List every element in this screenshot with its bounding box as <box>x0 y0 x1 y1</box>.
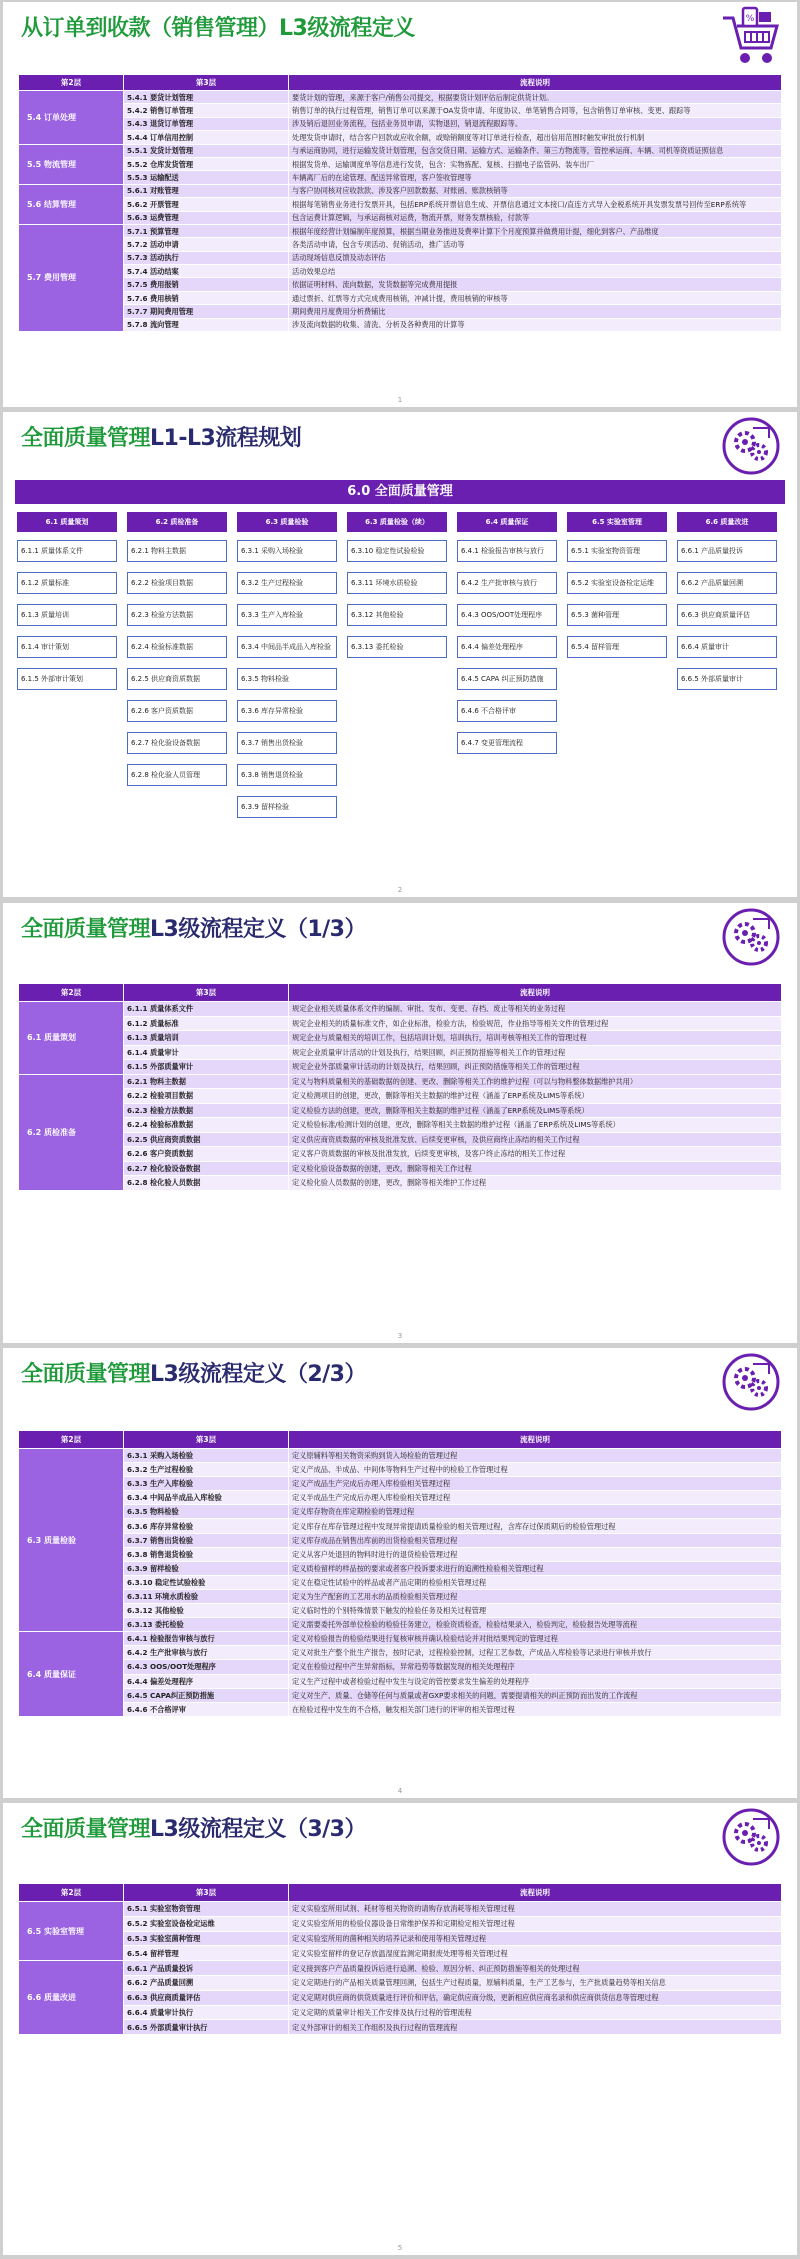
table-row <box>19 131 782 144</box>
header-l2: 第2层 <box>19 984 124 1002</box>
level3-cell: 5.7.1 预算管理 <box>124 224 289 237</box>
slide-title: 全面质量管理L3级流程定义（2/3） <box>21 1362 366 1387</box>
level3-cell: 6.4.2 生产批审核与放行 <box>124 1646 289 1660</box>
level3-box: 6.3.3 生产入库检验 <box>237 604 337 626</box>
description-cell: 根据每笔销售业务进行发票开具，包括ERP系统开票信息生成、开票信息通过文本接口/直连方式导入金税系统开具发票发票号回传至ERP系统等 <box>289 198 782 211</box>
description-cell: 定义原辅料等相关物资采购到货入场检验的管理过程 <box>289 1449 782 1463</box>
level3-cell: 5.6.1 对账管理 <box>124 184 289 197</box>
description-cell: 定义实验室所用试剂、耗材等相关物资的请购存放消耗等相关管理过程 <box>289 1902 782 1917</box>
level3-box: 6.1.3 质量培训 <box>17 604 117 626</box>
sales-cart-icon <box>719 6 783 68</box>
level3-box: 6.3.1 采购入场检验 <box>237 540 337 562</box>
description-cell: 定义检验方法的创建，更改，删除等相关主数据的维护过程（涵盖了ERP系统及LIMS等系统） <box>289 1103 782 1118</box>
header-l2: 第2层 <box>19 75 124 91</box>
level3-box: 6.6.3 供应商质量评估 <box>677 604 777 626</box>
description-cell: 定义生产过程中或者检验过程中发生与设定的管控要求发生偏差的处理程序 <box>289 1674 782 1688</box>
level3-box: 6.3.9 留样检验 <box>237 796 337 818</box>
level2-cell: 6.6 质量改进 <box>19 1961 124 2035</box>
table-row <box>19 1103 782 1118</box>
level3-box: 6.6.1 产品质量投诉 <box>677 540 777 562</box>
level3-cell: 6.5.2 实验室设备检定运维 <box>124 1916 289 1931</box>
level3-box: 6.3.12 其他检验 <box>347 604 447 626</box>
quality-gears-icon <box>719 907 783 969</box>
level3-cell: 6.4.1 检验报告审核与放行 <box>124 1632 289 1646</box>
process-table <box>18 74 782 332</box>
table-row <box>19 1477 782 1491</box>
slide-5 <box>3 1803 797 2255</box>
level3-box: 6.2.7 检化验设备数据 <box>127 732 227 754</box>
level3-box: 6.5.3 菌种管理 <box>567 604 667 626</box>
page-number: 5 <box>397 2244 403 2252</box>
description-cell: 根据发货单、运输调度单等信息进行发货，包含：实物拣配、复核、扫描电子监管码、装车出厂 <box>289 157 782 170</box>
description-cell: 定义客户资质数据的审核及批准发放，后续变更审核，及客户终止冻结的相关工作过程 <box>289 1147 782 1162</box>
level3-cell: 6.4.6 不合格评审 <box>124 1702 289 1716</box>
level3-box: 6.3.7 销售出货检验 <box>237 732 337 754</box>
description-cell: 定义与物料质量相关的基础数据的创建、更改、删除等相关工作的维护过程（可以与物料整体数据维护共用） <box>289 1074 782 1089</box>
level3-box: 6.1.2 质量标准 <box>17 572 117 594</box>
level2-header: 6.5 实验室管理 <box>567 512 667 532</box>
level3-cell: 6.3.1 采购入场检验 <box>124 1449 289 1463</box>
description-cell: 定义从客户处退回的物料时进行的退货检验管理过程 <box>289 1547 782 1561</box>
description-cell: 规定企业与质量相关的培训工作，包括培训计划，培训执行，培训考核等相关工作的管理过程 <box>289 1031 782 1046</box>
level2-column <box>17 512 117 700</box>
level2-column <box>347 512 447 668</box>
description-cell: 定义库存物资在库定期检验的管理过程 <box>289 1505 782 1519</box>
table-row <box>19 318 782 331</box>
table-row <box>19 1031 782 1046</box>
level3-cell: 6.5.3 实验室菌种管理 <box>124 1931 289 1946</box>
level2-cell: 5.7 费用管理 <box>19 224 124 331</box>
description-cell: 定义库存在库存管理过程中发现异常提请质量检验的相关管理过程，含库存过保质期后的检验管理过程 <box>289 1519 782 1533</box>
description-cell: 定义外部审计的相关工作组织及执行过程的管理流程 <box>289 2020 782 2035</box>
table-row <box>19 1074 782 1089</box>
quality-gears-icon <box>719 416 783 478</box>
description-cell: 定义实验室留样的登记存放温湿度监测定期报废处理等相关管理过程 <box>289 1946 782 1961</box>
table-row <box>19 1533 782 1547</box>
description-cell: 与客户协同核对应收款款、涉及客户回款数据、对账函、账款核销等 <box>289 184 782 197</box>
table-row <box>19 1902 782 1917</box>
description-cell: 期间费用月度费用分析费铺比 <box>289 305 782 318</box>
slide-2 <box>3 412 797 897</box>
level2-header: 6.1 质量策划 <box>17 512 117 532</box>
description-cell: 根据年度经营计划编制年度预算，根据当期业务推进及费率计算下个月度预算并做费用计提，细化到客户、产品维度 <box>289 224 782 237</box>
table-row <box>19 2020 782 2035</box>
quality-gears-icon <box>719 1352 783 1414</box>
process-table <box>18 983 782 1191</box>
level2-header: 6.6 质量改进 <box>677 512 777 532</box>
level2-column <box>457 512 557 764</box>
table-row <box>19 1589 782 1603</box>
level3-cell: 6.3.5 物料检验 <box>124 1505 289 1519</box>
description-cell: 定义在稳定性试验中的样品或者产品定期的检验相关管理过程 <box>289 1575 782 1589</box>
level3-cell: 6.2.8 检化验人员数据 <box>124 1176 289 1191</box>
description-cell: 包含运费计算逻辑，与承运商核对运费，物流开票，财务发票核验，付款等 <box>289 211 782 224</box>
table-row <box>19 2005 782 2020</box>
description-cell: 要货计划的管理，来源于客户/销售公司提交，根据要货计划评估后制定供货计划。 <box>289 91 782 104</box>
description-cell: 涉及销后退回业务流程，包括业务员申请，实物退回，销退流程跟踪等。 <box>289 117 782 130</box>
level3-box: 6.1.4 审计策划 <box>17 636 117 658</box>
header-desc: 流程说明 <box>289 1431 782 1449</box>
table-row <box>19 1975 782 1990</box>
level3-box: 6.4.7 变更管理流程 <box>457 732 557 754</box>
level3-cell: 6.1.3 质量培训 <box>124 1031 289 1046</box>
table-row <box>19 1660 782 1674</box>
description-cell: 涉及流向数据的收集、清洗、分析及各种费用的计算等 <box>289 318 782 331</box>
table-row <box>19 1045 782 1060</box>
header-desc: 流程说明 <box>289 1884 782 1902</box>
table-row <box>19 184 782 197</box>
level3-box: 6.2.5 供应商资质数据 <box>127 668 227 690</box>
level3-box: 6.4.2 生产批审核与放行 <box>457 572 557 594</box>
level3-box: 6.3.10 稳定性试验检验 <box>347 540 447 562</box>
level3-cell: 6.2.2 检验项目数据 <box>124 1089 289 1104</box>
level3-box: 6.3.6 库存异常检验 <box>237 700 337 722</box>
level3-cell: 6.6.5 外部质量审计执行 <box>124 2020 289 2035</box>
description-cell: 车辆离厂后的在途管理、配送异常管理，客户签收管理等 <box>289 171 782 184</box>
level3-cell: 5.7.4 活动结案 <box>124 265 289 278</box>
description-cell: 各类活动申请，包含专项活动、促销活动，推广活动等 <box>289 238 782 251</box>
level3-cell: 5.7.5 费用报销 <box>124 278 289 291</box>
table-row <box>19 1946 782 1961</box>
header-desc: 流程说明 <box>289 75 782 91</box>
table-row <box>19 171 782 184</box>
level3-cell: 5.6.3 运费管理 <box>124 211 289 224</box>
slide-4 <box>3 1348 797 1798</box>
description-cell: 定义半成品生产完成后办理入库检验相关管理过程 <box>289 1491 782 1505</box>
table-row <box>19 1702 782 1716</box>
description-cell: 规定企业质量审计活动的计划及执行，结果回顾，纠正预防措施等相关工作的管理过程 <box>289 1045 782 1060</box>
slide-title: 全面质量管理L3级流程定义（1/3） <box>21 917 366 942</box>
table-row <box>19 1161 782 1176</box>
level3-cell: 6.1.4 质量审计 <box>124 1045 289 1060</box>
table-row <box>19 291 782 304</box>
process-table <box>18 1883 782 2035</box>
level3-box: 6.3.5 物料检验 <box>237 668 337 690</box>
description-cell: 通过票折、红票等方式完成费用核销，冲减计提，费用核销的审核等 <box>289 291 782 304</box>
description-cell: 与承运商协同，进行运输发货计划管理，包含交货日期、运输方式、运输条件、第三方物流等，管控承运商、车辆、司机等资质证照信息 <box>289 144 782 157</box>
level3-cell: 6.3.2 生产过程检验 <box>124 1463 289 1477</box>
description-cell: 定义对检验报告的检验结果进行复核审核并确认检验结论并对批结果判定的管理过程 <box>289 1632 782 1646</box>
level3-box: 6.2.2 检验项目数据 <box>127 572 227 594</box>
level3-cell: 6.6.2 产品质量回溯 <box>124 1975 289 1990</box>
level3-box: 6.3.13 委托检验 <box>347 636 447 658</box>
description-cell: 规定企业相关质量体系文件的编制、审批、发布、变更、存档、废止等相关的业务过程 <box>289 1002 782 1017</box>
level3-cell: 6.3.6 库存异常检验 <box>124 1519 289 1533</box>
slide-title: 从订单到收款（销售管理）L3级流程定义 <box>21 16 415 41</box>
level3-cell: 6.5.4 留样管理 <box>124 1946 289 1961</box>
table-row <box>19 157 782 170</box>
svg-text:%: % <box>745 14 755 24</box>
level3-box: 6.4.5 CAPA 纠正预防措施 <box>457 668 557 690</box>
header-l3: 第3层 <box>124 75 289 91</box>
table-row <box>19 1147 782 1162</box>
level2-cell: 6.5 实验室管理 <box>19 1902 124 1961</box>
level3-cell: 6.2.1 物料主数据 <box>124 1074 289 1089</box>
table-row <box>19 1491 782 1505</box>
table-row <box>19 1632 782 1646</box>
level2-header: 6.4 质量保证 <box>457 512 557 532</box>
level3-cell: 5.5.3 运输配送 <box>124 171 289 184</box>
level3-box: 6.1.5 外部审计策划 <box>17 668 117 690</box>
level3-cell: 5.7.2 活动申请 <box>124 238 289 251</box>
description-cell: 定义检化验人员数据的创建，更改，删除等相关维护工作过程 <box>289 1176 782 1191</box>
description-cell: 定义定期的质量审计相关工作安排及执行过程的管理流程 <box>289 2005 782 2020</box>
table-row <box>19 1961 782 1976</box>
level2-column <box>237 512 337 828</box>
header-l3: 第3层 <box>124 1431 289 1449</box>
description-cell: 定义检化验设备数据的创建，更改，删除等相关工作过程 <box>289 1161 782 1176</box>
level3-cell: 5.7.3 活动执行 <box>124 251 289 264</box>
description-cell: 定义定期对供应商的供货质量进行评价和评估，确定供应商分级，更新相应供应商名录和供应商供货信息等管理过程 <box>289 1990 782 2005</box>
description-cell: 定义为生产配套的工艺用水的品质检验相关管理过程 <box>289 1589 782 1603</box>
level3-cell: 6.1.5 外部质量审计 <box>124 1060 289 1075</box>
level2-cell: 6.1 质量策划 <box>19 1002 124 1075</box>
level3-cell: 6.4.3 OOS/OOT处理程序 <box>124 1660 289 1674</box>
table-row <box>19 1688 782 1702</box>
level3-cell: 5.5.2 仓库发货管理 <box>124 157 289 170</box>
description-cell: 定义需要委托外部单位检验的检验任务建立，检验资质检查，检验结果录入，检验判定，检验报告处理等流程 <box>289 1618 782 1632</box>
slide-1 <box>3 2 797 407</box>
level3-cell: 5.5.1 发货计划管理 <box>124 144 289 157</box>
page-number: 3 <box>397 1332 403 1340</box>
table-row <box>19 1604 782 1618</box>
table-row <box>19 1519 782 1533</box>
header-desc: 流程说明 <box>289 984 782 1002</box>
table-row <box>19 198 782 211</box>
description-cell: 定义产成品、半成品、中间体等物料生产过程中的检验工作管理过程 <box>289 1463 782 1477</box>
table-row <box>19 211 782 224</box>
level3-cell: 6.6.4 质量审计执行 <box>124 2005 289 2020</box>
description-cell: 依据证明材料、流向数据，发货数据等完成费用提报 <box>289 278 782 291</box>
table-row <box>19 1118 782 1133</box>
level3-cell: 5.4.1 要货计划管理 <box>124 91 289 104</box>
level3-cell: 6.4.4 偏差处理程序 <box>124 1674 289 1688</box>
table-row <box>19 117 782 130</box>
table-row <box>19 1561 782 1575</box>
level3-cell: 6.2.5 供应商资质数据 <box>124 1132 289 1147</box>
level3-cell: 5.7.8 流向管理 <box>124 318 289 331</box>
level3-box: 6.3.4 中间品半成品入库检验 <box>237 636 337 658</box>
level3-box: 6.3.8 销售退货检验 <box>237 764 337 786</box>
table-row <box>19 144 782 157</box>
level3-box: 6.2.6 客户资质数据 <box>127 700 227 722</box>
table-row <box>19 1505 782 1519</box>
level3-cell: 5.4.2 销售订单管理 <box>124 104 289 117</box>
level2-column <box>567 512 667 668</box>
level3-cell: 6.3.8 销售退货检验 <box>124 1547 289 1561</box>
level3-cell: 6.6.1 产品质量投诉 <box>124 1961 289 1976</box>
table-row <box>19 1016 782 1031</box>
table-row <box>19 91 782 104</box>
description-cell: 在检验过程中发生的不合格，触发相关部门进行的评审的相关管理过程 <box>289 1702 782 1716</box>
level3-cell: 6.1.2 质量标准 <box>124 1016 289 1031</box>
table-row <box>19 1916 782 1931</box>
table-row <box>19 1990 782 2005</box>
level3-cell: 5.6.2 开票管理 <box>124 198 289 211</box>
description-cell: 定义检测项目的创建，更改，删除等相关主数据的维护过程（涵盖了ERP系统及LIMS等系统） <box>289 1089 782 1104</box>
description-cell: 规定企业外部质量审计活动的计划及执行，结果回顾，纠正预防措施等相关工作的管理过程 <box>289 1060 782 1075</box>
description-cell: 规定企业相关的质量标准文件，如企业标准，检验方法，检验规范，作业指导等相关文件的管理过程 <box>289 1016 782 1031</box>
header-l3: 第3层 <box>124 984 289 1002</box>
level2-cell: 5.4 订单处理 <box>19 91 124 145</box>
description-cell: 定义质检留样的样品按的要求或者客户投诉要求进行的追溯性检验相关管理过程 <box>289 1561 782 1575</box>
level3-box: 6.5.1 实验室物资管理 <box>567 540 667 562</box>
level3-cell: 6.3.13 委托检验 <box>124 1618 289 1632</box>
level3-cell: 6.3.12 其他检验 <box>124 1604 289 1618</box>
description-cell: 定义实验室所用的检验仪器设备日常维护保养和定期检定相关管理过程 <box>289 1916 782 1931</box>
description-cell: 销售订单的执行过程管理，销售订单可以来源于OA发货申请、年度协议、单笔销售合同等，包含销售订单审核、变更、跟踪等 <box>289 104 782 117</box>
description-cell: 定义接到客户产品质量投诉后进行追溯、检验、原因分析、纠正预防措施等相关的处理过程 <box>289 1961 782 1976</box>
description-cell: 定义实验室所用的菌种相关的培养记录和使用等相关管理过程 <box>289 1931 782 1946</box>
table-row <box>19 1674 782 1688</box>
level3-cell: 5.7.7 期间费用管理 <box>124 305 289 318</box>
description-cell: 定义供应商资质数据的审核及批准发放、后续变更审核，及供应商终止冻结的相关工作过程 <box>289 1132 782 1147</box>
table-row <box>19 224 782 237</box>
level2-cell: 6.3 质量检验 <box>19 1449 124 1632</box>
description-cell: 定义库存成品在销售出库前的出货检验相关管理过程 <box>289 1533 782 1547</box>
description-cell: 定义在检验过程中产生异常指标，异常趋势等数据发现的相关处理程序 <box>289 1660 782 1674</box>
description-cell: 定义临时性的个别特殊情景下触发的检验任务及相关过程管理 <box>289 1604 782 1618</box>
level3-box: 6.5.2 实验室设备检定运维 <box>567 572 667 594</box>
level3-cell: 6.3.9 留样检验 <box>124 1561 289 1575</box>
table-row <box>19 1089 782 1104</box>
level2-cell: 6.2 质检准备 <box>19 1074 124 1190</box>
process-table <box>18 1430 782 1717</box>
level3-cell: 6.3.11 环境水质检验 <box>124 1589 289 1603</box>
level3-cell: 6.2.3 检验方法数据 <box>124 1103 289 1118</box>
level3-cell: 6.5.1 实验室物资管理 <box>124 1902 289 1917</box>
description-cell: 处理发货申请时，结合客户回款或应收余额，或赊销额度等对订单进行检查，超出信用范围时触发审批放行机制 <box>289 131 782 144</box>
level3-box: 6.6.2 产品质量回溯 <box>677 572 777 594</box>
slide-title: 全面质量管理L1-L3流程规划 <box>21 426 302 451</box>
table-row <box>19 1575 782 1589</box>
table-row <box>19 1547 782 1561</box>
level2-cell: 5.5 物流管理 <box>19 144 124 184</box>
table-row <box>19 278 782 291</box>
level2-cell: 6.4 质量保证 <box>19 1632 124 1717</box>
level3-cell: 6.3.7 销售出货检验 <box>124 1533 289 1547</box>
table-row <box>19 251 782 264</box>
table-row <box>19 1060 782 1075</box>
table-row <box>19 265 782 278</box>
table-row <box>19 1618 782 1632</box>
table-row <box>19 1646 782 1660</box>
level3-cell: 6.4.5 CAPA纠正预防措施 <box>124 1688 289 1702</box>
table-row <box>19 1463 782 1477</box>
description-cell: 定义定期进行的产品相关质量管理回溯，包括生产过程质量，原辅料质量，生产工艺参与，生产批质量趋势等相关信息 <box>289 1975 782 1990</box>
table-row <box>19 104 782 117</box>
level3-cell: 6.3.4 中间品半成品入库检验 <box>124 1491 289 1505</box>
level3-box: 6.4.4 偏差处理程序 <box>457 636 557 658</box>
level3-box: 6.1.1 质量体系文件 <box>17 540 117 562</box>
level3-cell: 5.7.6 费用核销 <box>124 291 289 304</box>
slide-3 <box>3 903 797 1343</box>
level3-cell: 6.3.3 生产入库检验 <box>124 1477 289 1491</box>
level3-cell: 5.4.4 订单信用控制 <box>124 131 289 144</box>
level2-header: 6.3 质量检验 <box>237 512 337 532</box>
description-cell: 定义对批生产整个批生产报告，按时记录，过程检验控制，过程工艺参数，产成品入库检验等记录进行审核并放行 <box>289 1646 782 1660</box>
table-row <box>19 238 782 251</box>
level3-cell: 6.6.3 供应商质量评估 <box>124 1990 289 2005</box>
level2-column <box>127 512 227 796</box>
header-l3: 第3层 <box>124 1884 289 1902</box>
level3-cell: 6.1.1 质量体系文件 <box>124 1002 289 1017</box>
header-l2: 第2层 <box>19 1431 124 1449</box>
level3-box: 6.2.8 检化验人员管理 <box>127 764 227 786</box>
level3-cell: 6.2.6 客户资质数据 <box>124 1147 289 1162</box>
level1-band: 6.0 全面质量管理 <box>15 480 785 504</box>
description-cell: 活动效果总结 <box>289 265 782 278</box>
description-cell: 活动现场信息反馈及动态评估 <box>289 251 782 264</box>
quality-gears-icon <box>719 1807 783 1869</box>
level3-cell: 6.2.4 检验标准数据 <box>124 1118 289 1133</box>
level3-box: 6.6.5 外部质量审计 <box>677 668 777 690</box>
table-row <box>19 1002 782 1017</box>
description-cell: 定义对生产、质量、仓储等任何与质量或者GXP要求相关的问题，需要提请相关的纠正预防而出发的工作流程 <box>289 1688 782 1702</box>
level2-header: 6.3 质量检验（续） <box>347 512 447 532</box>
table-row <box>19 1132 782 1147</box>
level3-cell: 5.4.3 退货订单管理 <box>124 117 289 130</box>
page-number: 1 <box>397 396 403 404</box>
level3-cell: 6.3.10 稳定性试验检验 <box>124 1575 289 1589</box>
table-row <box>19 1449 782 1463</box>
level2-column <box>677 512 777 700</box>
table-row <box>19 1176 782 1191</box>
level3-box: 6.2.3 检验方法数据 <box>127 604 227 626</box>
page-number: 2 <box>397 886 403 894</box>
level2-header: 6.2 质检准备 <box>127 512 227 532</box>
slide-title: 全面质量管理L3级流程定义（3/3） <box>21 1817 366 1842</box>
table-row <box>19 1931 782 1946</box>
level3-box: 6.3.11 环境水质检验 <box>347 572 447 594</box>
level3-box: 6.4.1 检验报告审核与放行 <box>457 540 557 562</box>
header-l2: 第2层 <box>19 1884 124 1902</box>
description-cell: 定义检验标准/检测计划的创建，更改，删除等相关主数据的维护过程（涵盖了ERP系统及LIMS等系统） <box>289 1118 782 1133</box>
level3-box: 6.4.6 不合格评审 <box>457 700 557 722</box>
level3-box: 6.6.4 质量审计 <box>677 636 777 658</box>
level3-cell: 6.2.7 检化验设备数据 <box>124 1161 289 1176</box>
level3-box: 6.3.2 生产过程检验 <box>237 572 337 594</box>
page-number: 4 <box>397 1787 403 1795</box>
level3-box: 6.5.4 留样管理 <box>567 636 667 658</box>
level3-box: 6.4.3 OOS/OOT处理程序 <box>457 604 557 626</box>
level3-box: 6.2.1 物料主数据 <box>127 540 227 562</box>
description-cell: 定义产成品生产完成后办理入库检验相关管理过程 <box>289 1477 782 1491</box>
level2-cell: 5.6 结算管理 <box>19 184 124 224</box>
level3-box: 6.2.4 检验标准数据 <box>127 636 227 658</box>
table-row <box>19 305 782 318</box>
